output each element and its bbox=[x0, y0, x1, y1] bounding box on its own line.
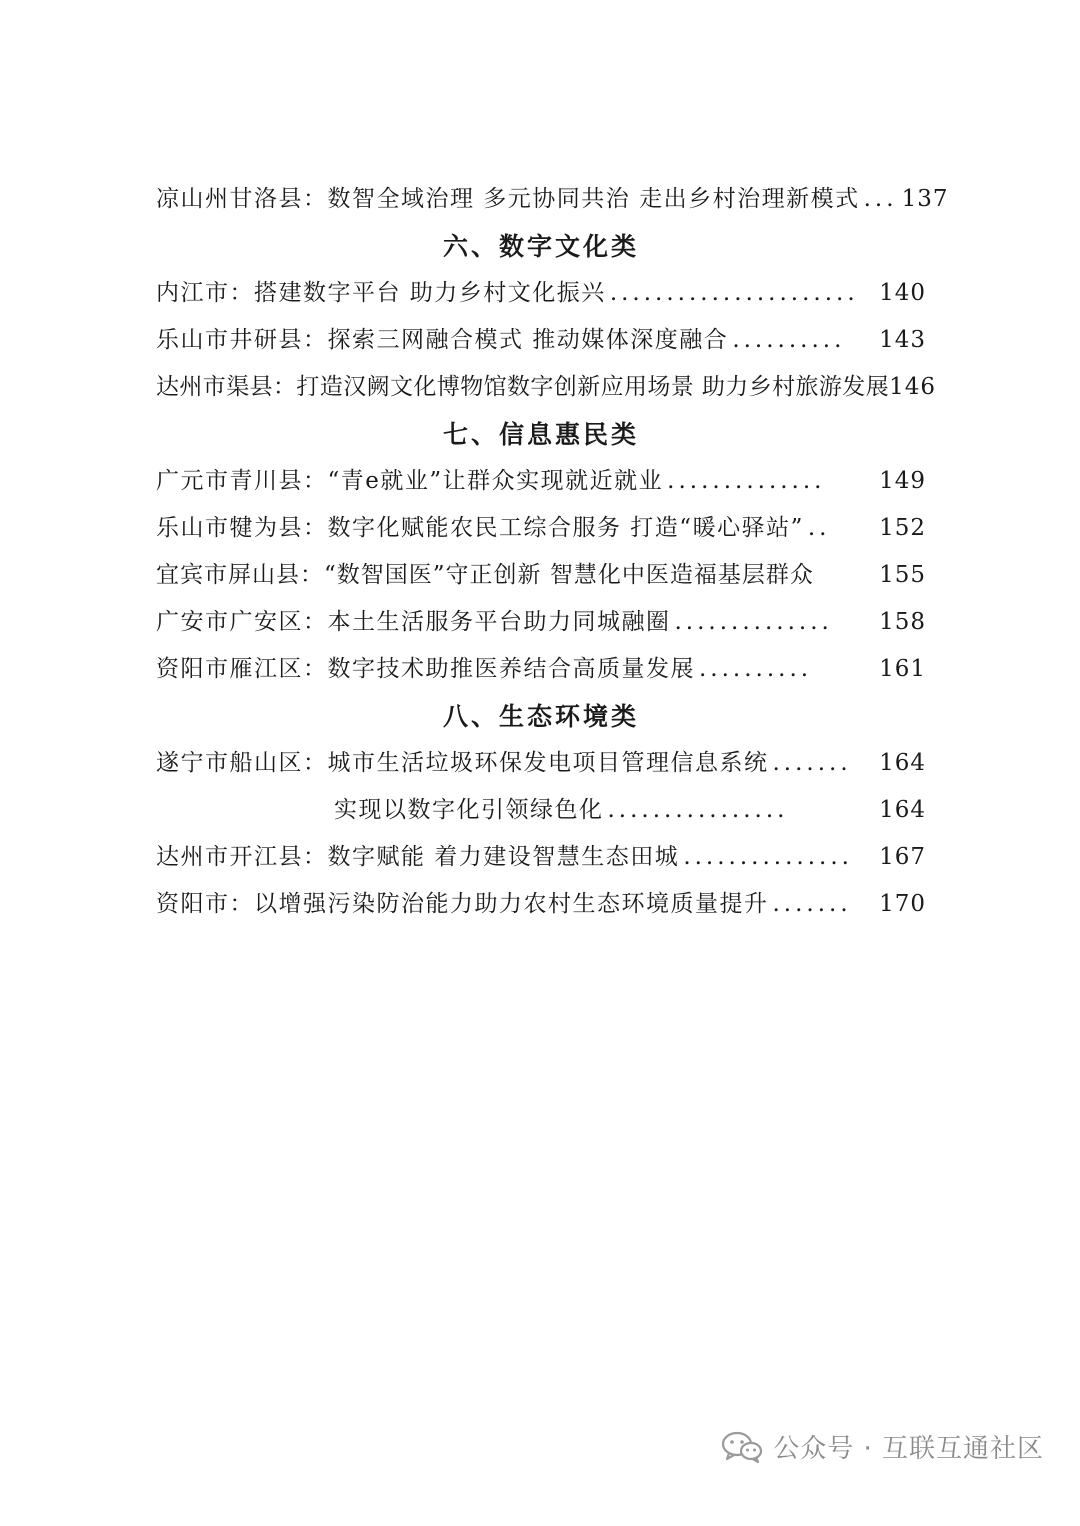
toc-leader: ... bbox=[863, 186, 898, 212]
toc-entry[interactable] bbox=[156, 458, 926, 505]
toc-page-number: 158 bbox=[879, 609, 926, 635]
wechat-watermark bbox=[721, 1428, 1044, 1465]
toc-leader: ...................... bbox=[609, 280, 859, 306]
toc-entry-title: 内江市：搭建数字平台 助力乡村文化振兴 bbox=[156, 270, 610, 317]
toc-entry-title: 遂宁市船山区：城市生活垃圾环保发电项目管理信息系统 bbox=[156, 740, 773, 787]
toc-entry[interactable] bbox=[156, 364, 937, 411]
toc-page-number: 140 bbox=[879, 280, 926, 306]
toc-page-number: 167 bbox=[879, 844, 926, 870]
toc-entry[interactable] bbox=[156, 317, 926, 364]
toc-page-number: 164 bbox=[879, 750, 926, 776]
toc-page-number: 170 bbox=[879, 891, 926, 917]
toc-leader: .............. bbox=[667, 468, 826, 494]
toc-leader: ................ bbox=[607, 797, 789, 823]
toc-leader: .............. bbox=[674, 609, 833, 635]
toc-entry-title: 达州市开江县：数字赋能 着力建设智慧生态田城 bbox=[156, 834, 683, 881]
toc-entry[interactable] bbox=[156, 740, 926, 787]
toc-leader: .......... bbox=[699, 656, 813, 682]
toc-entry[interactable] bbox=[156, 646, 926, 693]
toc-entry[interactable] bbox=[156, 270, 926, 317]
toc-page-number: 164 bbox=[879, 797, 926, 823]
toc-entry-title: 广元市青川县：“青e就业”让群众实现就近就业 bbox=[156, 458, 667, 505]
toc-entry-title: 广安市广安区：本土生活服务平台助力同城融圈 bbox=[156, 599, 675, 646]
toc-page-number: 143 bbox=[879, 327, 926, 353]
toc-entry[interactable] bbox=[156, 505, 926, 552]
toc-entry[interactable] bbox=[156, 881, 926, 928]
toc-entry-title: 资阳市：以增强污染防治能力助力农村生态环境质量提升 bbox=[156, 881, 773, 928]
toc-entry-title: 乐山市犍为县：数字化赋能农民工综合服务 打造“暖心驿站” bbox=[156, 505, 808, 552]
table-of-contents bbox=[156, 176, 949, 928]
toc-leader: .......... bbox=[732, 327, 846, 353]
toc-page-number: 146 bbox=[889, 374, 937, 400]
toc-entry[interactable] bbox=[156, 599, 926, 646]
toc-page-number: 152 bbox=[879, 515, 926, 541]
toc-page-number: 137 bbox=[901, 186, 949, 212]
toc-entry[interactable] bbox=[156, 552, 926, 599]
watermark-text: 公众号 · 互联互通社区 bbox=[773, 1434, 1044, 1464]
toc-entry-continued[interactable] bbox=[156, 787, 926, 834]
toc-leader: ............... bbox=[683, 844, 853, 870]
toc-page-number: 149 bbox=[879, 468, 926, 494]
section-heading: 八、生态环境类 bbox=[442, 702, 639, 731]
toc-leader: ....... bbox=[772, 750, 852, 776]
section-heading: 七、信息惠民类 bbox=[442, 420, 639, 449]
toc-entry-title: 凉山州甘洛县：数智全域治理 多元协同共治 走出乡村治理新模式 bbox=[156, 176, 864, 223]
toc-leader: ....... bbox=[772, 891, 852, 917]
toc-entry-title: 宜宾市屏山县：“数智国医”守正创新 智慧化中医造福基层群众 bbox=[156, 552, 818, 599]
toc-entry[interactable] bbox=[156, 176, 949, 223]
toc-entry-title: 实现以数字化引领绿色化 bbox=[156, 787, 608, 834]
section-heading: 六、数字文化类 bbox=[442, 232, 639, 261]
wechat-icon bbox=[721, 1430, 763, 1464]
toc-entry-title: 达州市渠县：打造汉阙文化博物馆数字创新应用场景 助力乡村旅游发展 bbox=[156, 364, 889, 411]
toc-page-number: 161 bbox=[879, 656, 926, 682]
toc-entry-title: 资阳市雁江区：数字技术助推医养结合高质量发展 bbox=[156, 646, 699, 693]
toc-entry[interactable] bbox=[156, 834, 926, 881]
toc-page-number: 155 bbox=[879, 562, 926, 588]
toc-leader: .. bbox=[807, 515, 831, 541]
toc-entry-title: 乐山市井研县：探索三网融合模式 推动媒体深度融合 bbox=[156, 317, 732, 364]
